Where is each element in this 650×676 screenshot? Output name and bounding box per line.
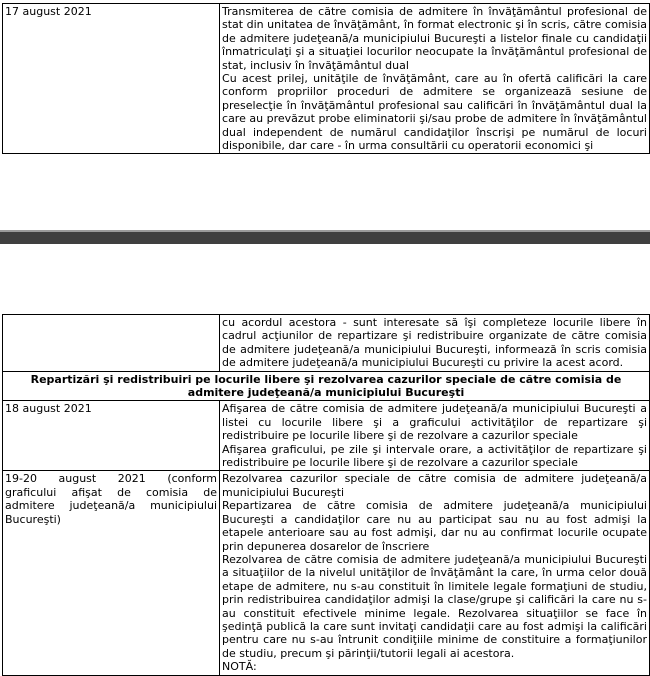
activity-paragraph: Repartizarea de către comisia de admitere judeţeană/a municipiului Bucureşti a candidaţilor care nu au participat sau nu au fost admişi la etapele anterioare sau au fost admişi, dar nu au confirmat locurile ocupate prin depunerea dosarelor de înscriere: [222, 499, 647, 553]
date-cell: [3, 315, 220, 372]
page-separator-bar: [0, 230, 650, 244]
activity-paragraph: Cu acest prilej, unităţile de învăţământ, care au în ofertă calificări la care conform propriilor proceduri de admitere se organizează sesiune de preselecţie în învăţământul profesional sau calificări în învăţământul dual la care au prevăzut probe eliminatorii şi/sau probe de admitere în învăţământul dual independent de numărul candidaţilor înscrişi pe numărul de locuri disponibile, dar care - în urma consultării cu operatorii economici şi: [222, 72, 647, 153]
date-text: 19-20 august 2021 (conform graficului afişat de comisia de admitere judeţeană/a municipiului Bucureşti): [5, 472, 218, 526]
note-label: NOTĂ:: [222, 660, 257, 674]
activity-cell: [220, 471, 650, 675]
activity-cell: [220, 315, 650, 372]
table-row: [3, 315, 650, 372]
activity-paragraph: Rezolvarea cazurilor speciale de către comisia de admitere judeţeană/a municipiului Bucureşti: [222, 472, 647, 499]
page-gap: [0, 160, 650, 230]
table-row: [3, 401, 650, 471]
activity-cell: [220, 4, 650, 154]
table-row: [3, 471, 650, 675]
activity-paragraph: Transmiterea de către comisia de admitere în învăţământul profesional de stat din unitatea de învăţământ, în format electronic şi în scris, către comisia de admitere judeţeană/a municipiului Bucureşti a listelor finale cu candidaţii înmatriculaţi şi a situaţiei locurilor neocupate la învăţământul profesional de stat, inclusiv în învăţământul dual: [222, 5, 647, 72]
document-page-bottom: [0, 292, 650, 674]
date-cell: [3, 471, 220, 675]
date-text: 18 august 2021: [5, 402, 92, 416]
date-cell: [3, 4, 220, 154]
schedule-table-bottom: [2, 314, 650, 676]
page-gap: [0, 244, 650, 292]
schedule-table-top: [2, 3, 650, 154]
section-header-row: [3, 371, 650, 401]
table-row: [3, 4, 650, 154]
date-cell: [3, 401, 220, 471]
date-text: 17 august 2021: [5, 5, 92, 18]
activity-paragraph: Rezolvarea de către comisia de admitere judeţeană/a municipiului Bucureşti a situaţiilor de la nivelul unităţilor de învăţământ la care, în urma celor două etape de admitere, nu s-au constituit în limitele legale formaţiuni de studiu, prin redistribuirea candidaţilor admişi la clase/grupe şi calificări la care nu s-au constituit efectivele minime legale. Rezolvarea situaţiilor se face în şedinţă publică la care sunt invitaţi candidaţii care au fost admişi la calificări pentru care nu s-au întrunit condiţiile minime de constituire a formaţiunilor de studiu, precum şi părinţii/tutorii legali ai acestora.: [222, 552, 647, 660]
activity-cell: [220, 401, 650, 471]
activity-paragraph: cu acordul acestora - sunt interesate să îşi completeze locurile libere în cadrul acţiunilor de repartizare şi redistribuire organizate de către comisia de admitere judeţeană/a municipiului Bucureşti, informează în scris comisia de admitere judeţeană/a municipiului Bucureşti cu privire la acest acord.: [222, 316, 647, 370]
section-title: Repartizări şi redistribuiri pe locurile libere şi rezolvarea cazurilor speciale de către comisia de admitere judeţeană/a municipiului Bucureşti: [3, 371, 650, 401]
activity-paragraph: Afişarea graficului, pe zile şi intervale orare, a activităţilor de repartizare şi redistribuire pe locurile libere şi de rezolvare a cazurilor speciale: [222, 442, 647, 470]
document-page-top: [0, 0, 650, 160]
activity-paragraph: Afişarea de către comisia de admitere judeţeană/a municipiului Bucureşti a listei cu locurile libere şi a graficului activităţilor de repartizare şi redistribuire pe locurile libere şi de rezolvare a cazurilor speciale: [222, 402, 647, 443]
